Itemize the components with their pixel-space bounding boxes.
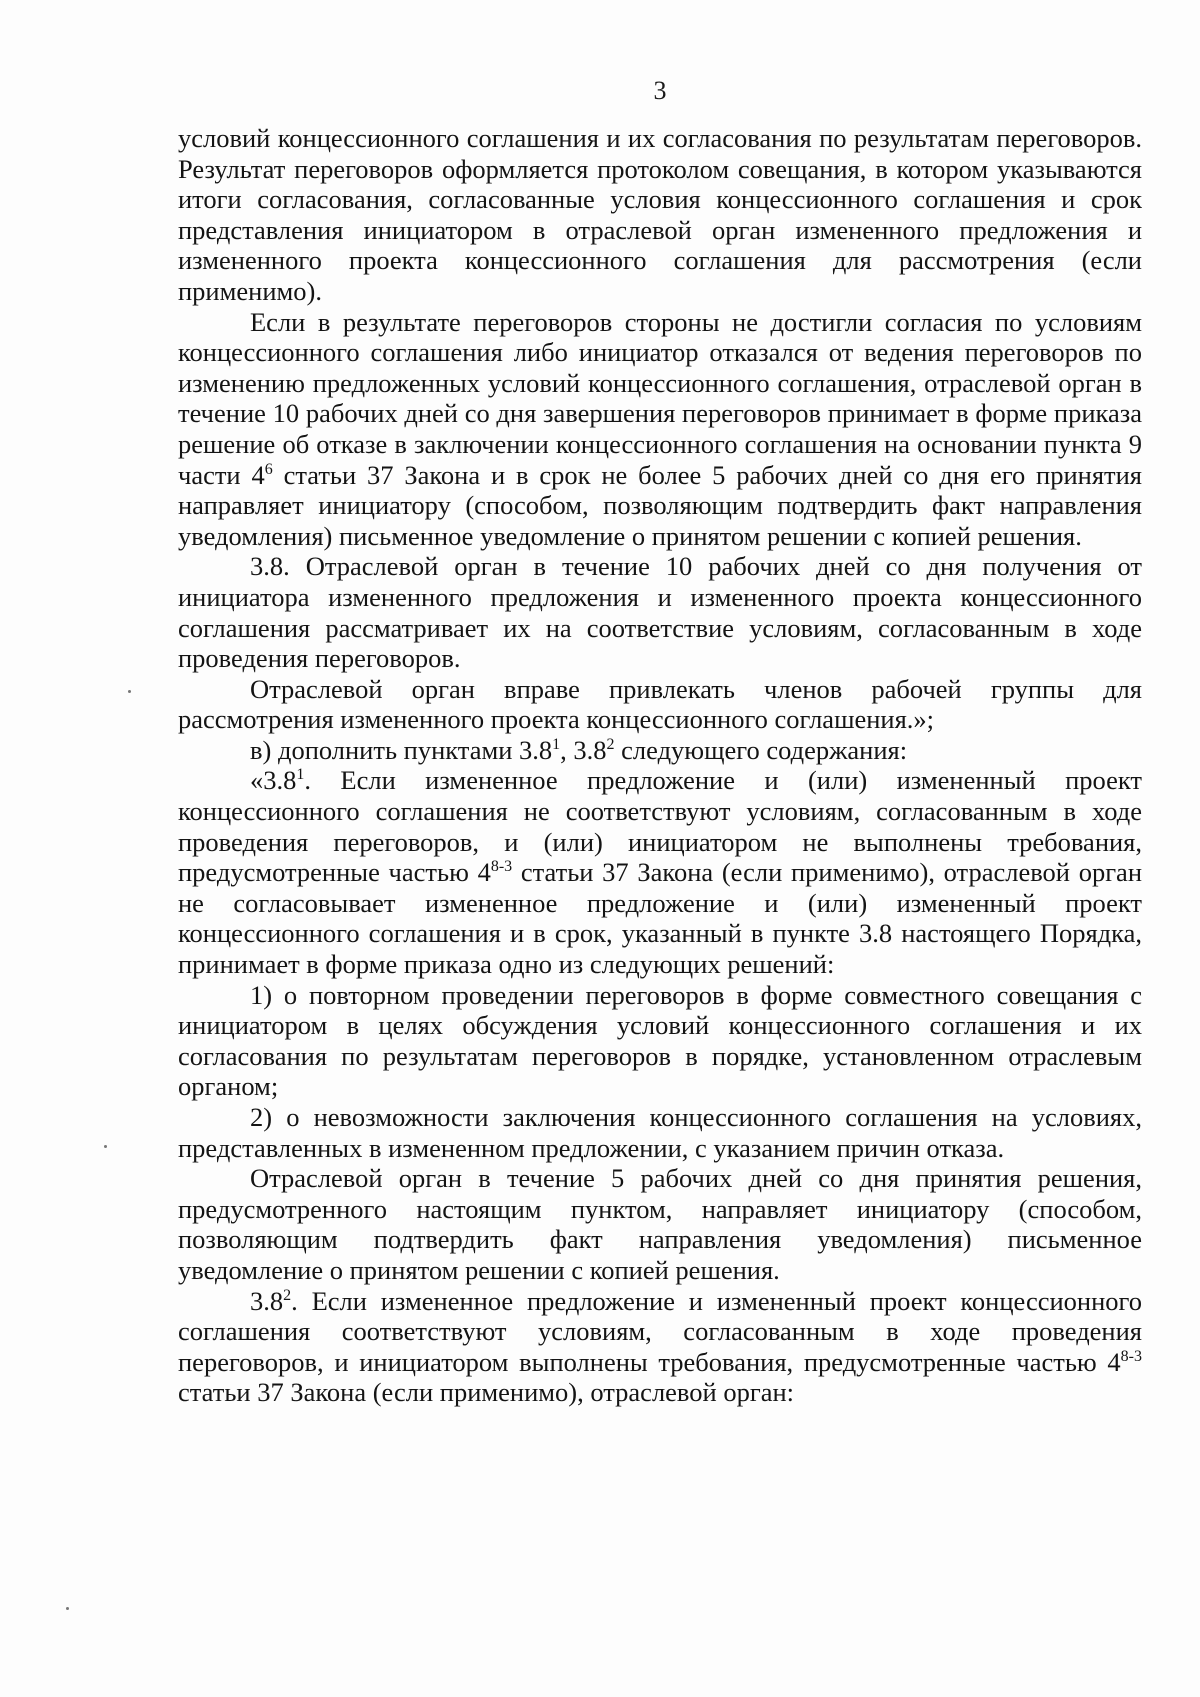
paragraph <box>178 980 1142 1102</box>
superscript: 8-3 <box>1120 1347 1142 1365</box>
text-run: статьи 37 Закона (если применимо), отраслевой орган: <box>178 1377 794 1408</box>
text-run: статьи 37 Закона и в срок не более 5 рабочих дней со дня его принятия направляет инициатору (способом, позволяющим подтвердить факт направления уведомления) письменное уведомление о принятом решении с копией решения. <box>178 459 1142 551</box>
paragraph <box>178 123 1142 307</box>
text-run: Если в результате переговоров стороны не достигли согласия по условиям концессионного соглашения либо инициатор отказался от ведения переговоров по изменению предложенных условий концессионного соглашения, отраслевой орган в течение 10 рабочих дней со дня завершения переговоров принимает в форме приказа решение об отказе в заключении концессионного соглашения на основании пункта 9 части 4 <box>178 306 1142 490</box>
paragraph <box>178 1286 1142 1408</box>
superscript: 8-3 <box>490 858 513 876</box>
text-run: Отраслевой орган в течение 5 рабочих дней со дня принятия решения, предусмотренного настоящим пунктом, направляет инициатору (способом, позволяющим подтвердить факт направления уведомления) письменное уведомление о принятом решении с копией решения. <box>178 1163 1142 1285</box>
paragraph <box>178 1102 1142 1163</box>
text-run: , 3.8 <box>560 734 607 765</box>
superscript: 6 <box>264 460 273 478</box>
text-run: Отраслевой орган вправе привлекать членов рабочей группы для рассмотрения измененного проекта концессионного соглашения.»; <box>178 673 1142 735</box>
paragraph <box>178 551 1142 673</box>
page-number: 3 <box>653 76 667 105</box>
text-run: в) дополнить пунктами 3.8 <box>250 734 553 765</box>
scan-speck <box>128 690 131 693</box>
text-run: статьи 37 Закона (если применимо), отраслевой орган не согласовывает измененное предложение и (или) измененный проект концессионного соглашения и в срок, указанный в пункте 3.8 настоящего Порядка, принимает в форме приказа одно из следующих решений: <box>178 857 1143 980</box>
paragraph <box>178 765 1142 979</box>
text-run: «3.8 <box>250 765 297 796</box>
text-run: 1) о повторном проведении переговоров в форме совместного совещания с инициатором в целях обсуждения условий концессионного соглашения и их согласования по результатам переговоров в порядке, установленном отраслевым органом; <box>178 979 1142 1102</box>
scan-speck <box>104 1145 107 1148</box>
text-run: условий концессионного соглашения и их согласования по результатам переговоров. Результат переговоров оформляется протоколом совещания, в котором указываются итоги согласования, согласованные условия концессионного соглашения и срок представления инициатором в отраслевой орган измененного предложения и измененного проекта концессионного соглашения для рассмотрения (если применимо). <box>178 123 1142 306</box>
paragraph <box>178 735 1142 766</box>
text-run: . Если измененное предложение и измененный проект концессионного соглашения соответствуют условиям, согласованным в ходе проведения переговоров, и инициатором выполнены требования, предусмотренные частью 4 <box>178 1285 1142 1377</box>
paragraph <box>178 307 1142 552</box>
text-run: . Если измененное предложение и (или) измененный проект концессионного соглашения не соответствуют условиям, согласованным в ходе проведения переговоров, и (или) инициатором не выполнены требования, предусмотренные частью 4 <box>178 765 1142 888</box>
text-run: следующего содержания: <box>614 734 908 765</box>
superscript: 1 <box>552 735 561 753</box>
paragraph <box>178 1163 1142 1285</box>
document-body <box>178 123 1142 1408</box>
text-run: 2) о невозможности заключения концессионного соглашения на условиях, представленных в измененном предложении, с указанием причин отказа. <box>178 1102 1142 1163</box>
scan-speck <box>66 1607 69 1610</box>
superscript: 2 <box>283 1286 292 1304</box>
superscript: 1 <box>296 766 305 784</box>
text-run: 3.8. Отраслевой орган в течение 10 рабочих дней со дня получения от инициатора измененного предложения и измененного проекта концессионного соглашения рассматривает их на соответствие условиям, согласованным в ходе проведения переговоров. <box>178 551 1142 674</box>
paragraph <box>178 674 1142 735</box>
superscript: 2 <box>606 735 615 753</box>
text-run: 3.8 <box>250 1285 284 1316</box>
